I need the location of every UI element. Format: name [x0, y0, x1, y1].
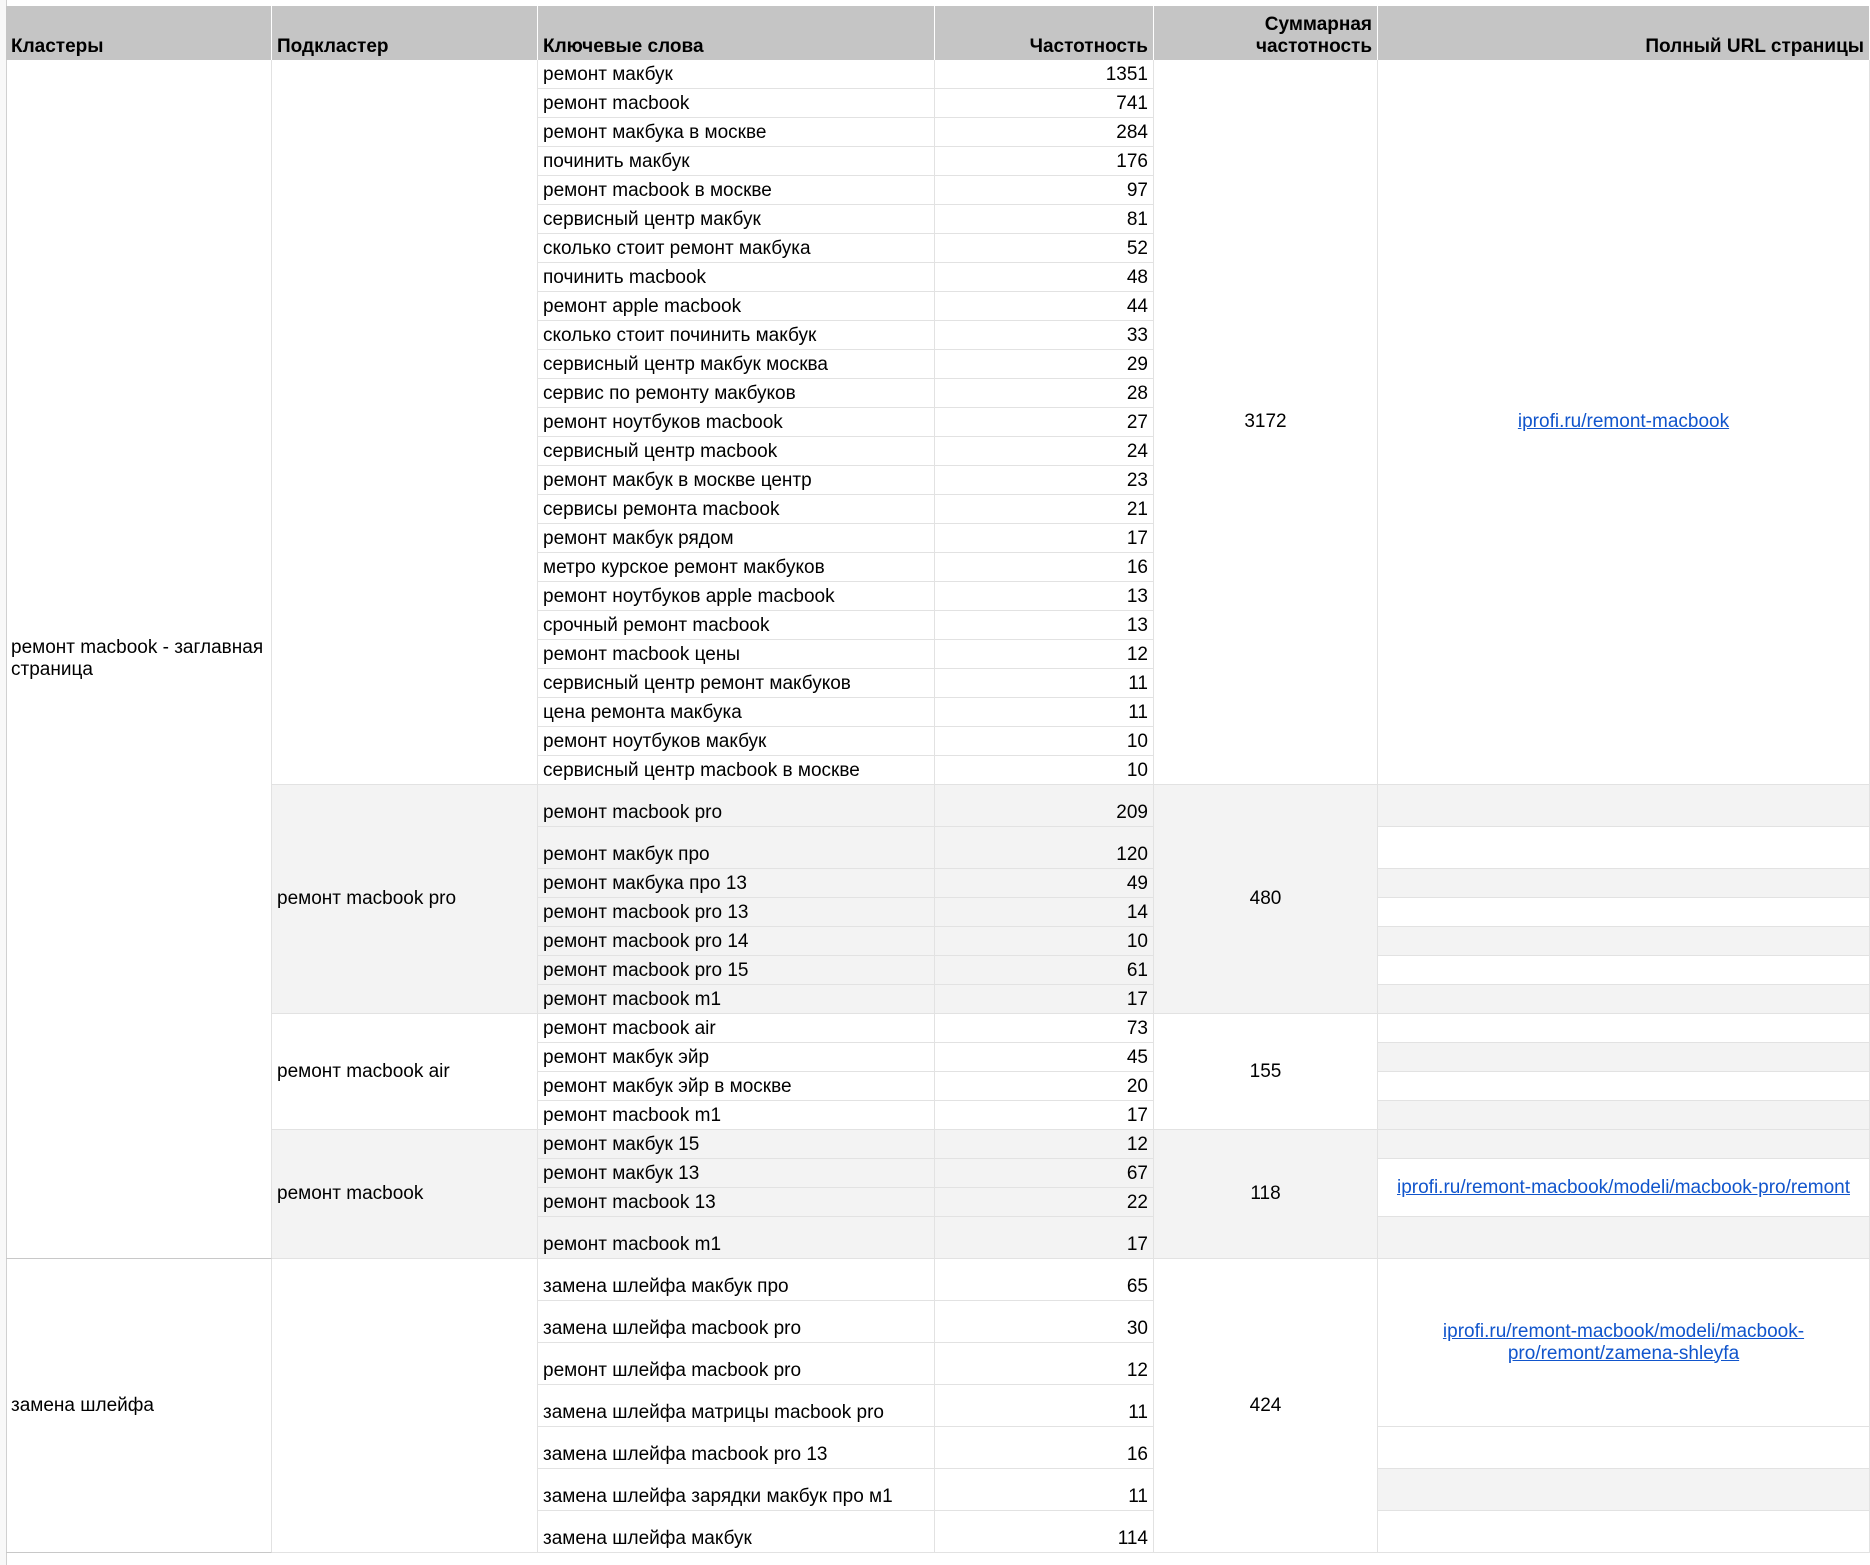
frequency-cell[interactable]: 12	[935, 1130, 1154, 1159]
frequency-cell[interactable]: 13	[935, 582, 1154, 611]
frequency-cell[interactable]: 27	[935, 408, 1154, 437]
frequency-cell[interactable]: 11	[935, 698, 1154, 727]
total-frequency-cell[interactable]: 155	[1154, 1014, 1378, 1130]
frequency-cell[interactable]: 24	[935, 437, 1154, 466]
frequency-cell[interactable]: 17	[935, 1101, 1154, 1130]
url-cell[interactable]	[1378, 869, 1870, 898]
keyword-cell[interactable]: ремонт макбук в москве центр	[538, 466, 935, 495]
frequency-cell[interactable]: 209	[935, 785, 1154, 827]
frequency-cell[interactable]: 52	[935, 234, 1154, 263]
frequency-cell[interactable]: 14	[935, 898, 1154, 927]
url-cell[interactable]	[1378, 785, 1870, 827]
frequency-cell[interactable]: 16	[935, 553, 1154, 582]
keyword-cell[interactable]: ремонт макбук	[538, 60, 935, 89]
frequency-cell[interactable]: 33	[935, 321, 1154, 350]
frequency-cell[interactable]: 20	[935, 1072, 1154, 1101]
url-cell[interactable]	[1378, 1217, 1870, 1259]
keyword-cell[interactable]: ремонт macbook цены	[538, 640, 935, 669]
url-cell[interactable]	[1378, 1427, 1870, 1469]
keyword-cell[interactable]: ремонт макбук про	[538, 827, 935, 869]
keyword-cell[interactable]: ремонт macbook pro	[538, 785, 935, 827]
keyword-cell[interactable]: замена шлейфа матрицы macbook pro	[538, 1385, 935, 1427]
subcluster-cell[interactable]: ремонт macbook air	[272, 1014, 538, 1130]
keyword-cell[interactable]: цена ремонта макбука	[538, 698, 935, 727]
frequency-cell[interactable]: 10	[935, 727, 1154, 756]
frequency-cell[interactable]: 10	[935, 927, 1154, 956]
frequency-cell[interactable]: 17	[935, 985, 1154, 1014]
frequency-cell[interactable]: 45	[935, 1043, 1154, 1072]
keyword-cell[interactable]: ремонт макбук эйр	[538, 1043, 935, 1072]
page-url-link-text[interactable]: iprofi.ru/remont-macbook/modeli/macbook-pro/remont/zamena-shleyfa	[1442, 1320, 1805, 1364]
keyword-cell[interactable]: сервисный центр макбук москва	[538, 350, 935, 379]
frequency-cell[interactable]: 17	[935, 1217, 1154, 1259]
keyword-cell[interactable]: сервисный центр макбук	[538, 205, 935, 234]
frequency-cell[interactable]: 28	[935, 379, 1154, 408]
url-cell[interactable]	[1378, 1014, 1870, 1043]
subcluster-cell[interactable]: ремонт macbook pro	[272, 785, 538, 1014]
frequency-cell[interactable]: 23	[935, 466, 1154, 495]
keyword-cell[interactable]: починить macbook	[538, 263, 935, 292]
total-frequency-cell[interactable]: 424	[1154, 1259, 1378, 1553]
keyword-cell[interactable]: замена шлейфа зарядки макбук про м1	[538, 1469, 935, 1511]
keyword-cell[interactable]: замена шлейфа макбук про	[538, 1259, 935, 1301]
subcluster-cell[interactable]: ремонт macbook	[272, 1130, 538, 1259]
subcluster-cell[interactable]	[272, 1259, 538, 1553]
keyword-cell[interactable]: замена шлейфа macbook pro 13	[538, 1427, 935, 1469]
keyword-cell[interactable]: ремонт ноутбуков apple macbook	[538, 582, 935, 611]
header-full-url[interactable]: Полный URL страницы	[1378, 6, 1870, 60]
subcluster-cell[interactable]	[272, 60, 538, 785]
keyword-cell[interactable]: ремонт ноутбуков макбук	[538, 727, 935, 756]
frequency-cell[interactable]: 284	[935, 118, 1154, 147]
frequency-cell[interactable]: 1351	[935, 60, 1154, 89]
header-total-frequency[interactable]: Суммарная частотность	[1154, 6, 1378, 60]
frequency-cell[interactable]: 21	[935, 495, 1154, 524]
header-cluster[interactable]: Кластеры	[6, 6, 272, 60]
keyword-cell[interactable]: сколько стоит починить макбук	[538, 321, 935, 350]
url-cell[interactable]	[1378, 898, 1870, 927]
total-frequency-cell[interactable]: 480	[1154, 785, 1378, 1014]
keyword-cell[interactable]: сервисы ремонта macbook	[538, 495, 935, 524]
frequency-cell[interactable]: 61	[935, 956, 1154, 985]
keyword-cell[interactable]: метро курское ремонт макбуков	[538, 553, 935, 582]
url-cell[interactable]	[1378, 1130, 1870, 1159]
url-cell[interactable]	[1378, 1043, 1870, 1072]
keyword-cell[interactable]: ремонт макбук рядом	[538, 524, 935, 553]
keyword-cell[interactable]: ремонт macbook m1	[538, 1217, 935, 1259]
frequency-cell[interactable]: 49	[935, 869, 1154, 898]
keyword-cell[interactable]: сколько стоит ремонт макбука	[538, 234, 935, 263]
frequency-cell[interactable]: 17	[935, 524, 1154, 553]
total-frequency-cell[interactable]: 3172	[1154, 60, 1378, 785]
keyword-cell[interactable]: ремонт macbook m1	[538, 1101, 935, 1130]
keyword-cell[interactable]: сервисный центр ремонт макбуков	[538, 669, 935, 698]
frequency-cell[interactable]: 81	[935, 205, 1154, 234]
keyword-cell[interactable]: ремонт макбука про 13	[538, 869, 935, 898]
frequency-cell[interactable]: 12	[935, 640, 1154, 669]
url-cell[interactable]	[1378, 985, 1870, 1014]
frequency-cell[interactable]: 67	[935, 1159, 1154, 1188]
frequency-cell[interactable]: 10	[935, 756, 1154, 785]
page-url-link-text[interactable]: iprofi.ru/remont-macbook/modeli/macbook-pro/remont	[1396, 1176, 1850, 1198]
cluster-cell[interactable]: ремонт macbook - заглавная страница	[6, 60, 272, 1259]
url-cell[interactable]	[1378, 1469, 1870, 1511]
frequency-cell[interactable]: 48	[935, 263, 1154, 292]
frequency-cell[interactable]: 97	[935, 176, 1154, 205]
header-keywords[interactable]: Ключевые слова	[538, 6, 935, 60]
keyword-cell[interactable]: ремонт шлейфа macbook pro	[538, 1343, 935, 1385]
frequency-cell[interactable]: 120	[935, 827, 1154, 869]
keyword-cell[interactable]: ремонт macbook	[538, 89, 935, 118]
frequency-cell[interactable]: 29	[935, 350, 1154, 379]
keyword-cell[interactable]: сервисный центр macbook в москве	[538, 756, 935, 785]
keyword-cell[interactable]: ремонт macbook m1	[538, 985, 935, 1014]
keyword-cell[interactable]: срочный ремонт macbook	[538, 611, 935, 640]
frequency-cell[interactable]: 13	[935, 611, 1154, 640]
keyword-cell[interactable]: замена шлейфа макбук	[538, 1511, 935, 1553]
keyword-cell[interactable]: ремонт макбук 15	[538, 1130, 935, 1159]
keyword-cell[interactable]: ремонт macbook air	[538, 1014, 935, 1043]
url-cell[interactable]	[1378, 927, 1870, 956]
frequency-cell[interactable]: 11	[935, 1469, 1154, 1511]
frequency-cell[interactable]: 12	[935, 1343, 1154, 1385]
header-subcluster[interactable]: Подкластер	[272, 6, 538, 60]
keyword-cell[interactable]: ремонт macbook pro 15	[538, 956, 935, 985]
keyword-cell[interactable]: ремонт apple macbook	[538, 292, 935, 321]
url-cell[interactable]	[1378, 1511, 1870, 1553]
keyword-cell[interactable]: ремонт ноутбуков macbook	[538, 408, 935, 437]
url-cell[interactable]	[1378, 1072, 1870, 1101]
keyword-cell[interactable]: починить макбук	[538, 147, 935, 176]
cluster-cell[interactable]: замена шлейфа	[6, 1259, 272, 1553]
frequency-cell[interactable]: 65	[935, 1259, 1154, 1301]
url-cell[interactable]	[1378, 956, 1870, 985]
keyword-cell[interactable]: сервисный центр macbook	[538, 437, 935, 466]
keyword-cell[interactable]: сервис по ремонту макбуков	[538, 379, 935, 408]
page-url-link[interactable]	[1378, 60, 1870, 785]
keyword-cell[interactable]: ремонт макбука в москве	[538, 118, 935, 147]
url-cell[interactable]	[1378, 827, 1870, 869]
keyword-cell[interactable]: ремонт макбук 13	[538, 1159, 935, 1188]
total-frequency-cell[interactable]: 118	[1154, 1130, 1378, 1259]
keyword-cell[interactable]: ремонт macbook pro 13	[538, 898, 935, 927]
frequency-cell[interactable]: 741	[935, 89, 1154, 118]
keyword-cell[interactable]: ремонт macbook в москве	[538, 176, 935, 205]
page-url-link[interactable]	[1378, 1259, 1870, 1427]
keyword-cell[interactable]: ремонт макбук эйр в москве	[538, 1072, 935, 1101]
keyword-cell[interactable]: ремонт macbook 13	[538, 1188, 935, 1217]
frequency-cell[interactable]: 22	[935, 1188, 1154, 1217]
frequency-cell[interactable]: 73	[935, 1014, 1154, 1043]
frequency-cell[interactable]: 11	[935, 669, 1154, 698]
frequency-cell[interactable]: 176	[935, 147, 1154, 176]
page-url-link-text[interactable]: iprofi.ru/remont-macbook	[1517, 411, 1730, 432]
frequency-cell[interactable]: 16	[935, 1427, 1154, 1469]
frequency-cell[interactable]: 114	[935, 1511, 1154, 1553]
frequency-cell[interactable]: 11	[935, 1385, 1154, 1427]
frequency-cell[interactable]: 30	[935, 1301, 1154, 1343]
keyword-cell[interactable]: ремонт macbook pro 14	[538, 927, 935, 956]
frequency-cell[interactable]: 44	[935, 292, 1154, 321]
url-cell[interactable]	[1378, 1101, 1870, 1130]
page-url-link[interactable]	[1378, 1159, 1870, 1217]
keyword-cell[interactable]: замена шлейфа macbook pro	[538, 1301, 935, 1343]
header-frequency[interactable]: Частотность	[935, 6, 1154, 60]
